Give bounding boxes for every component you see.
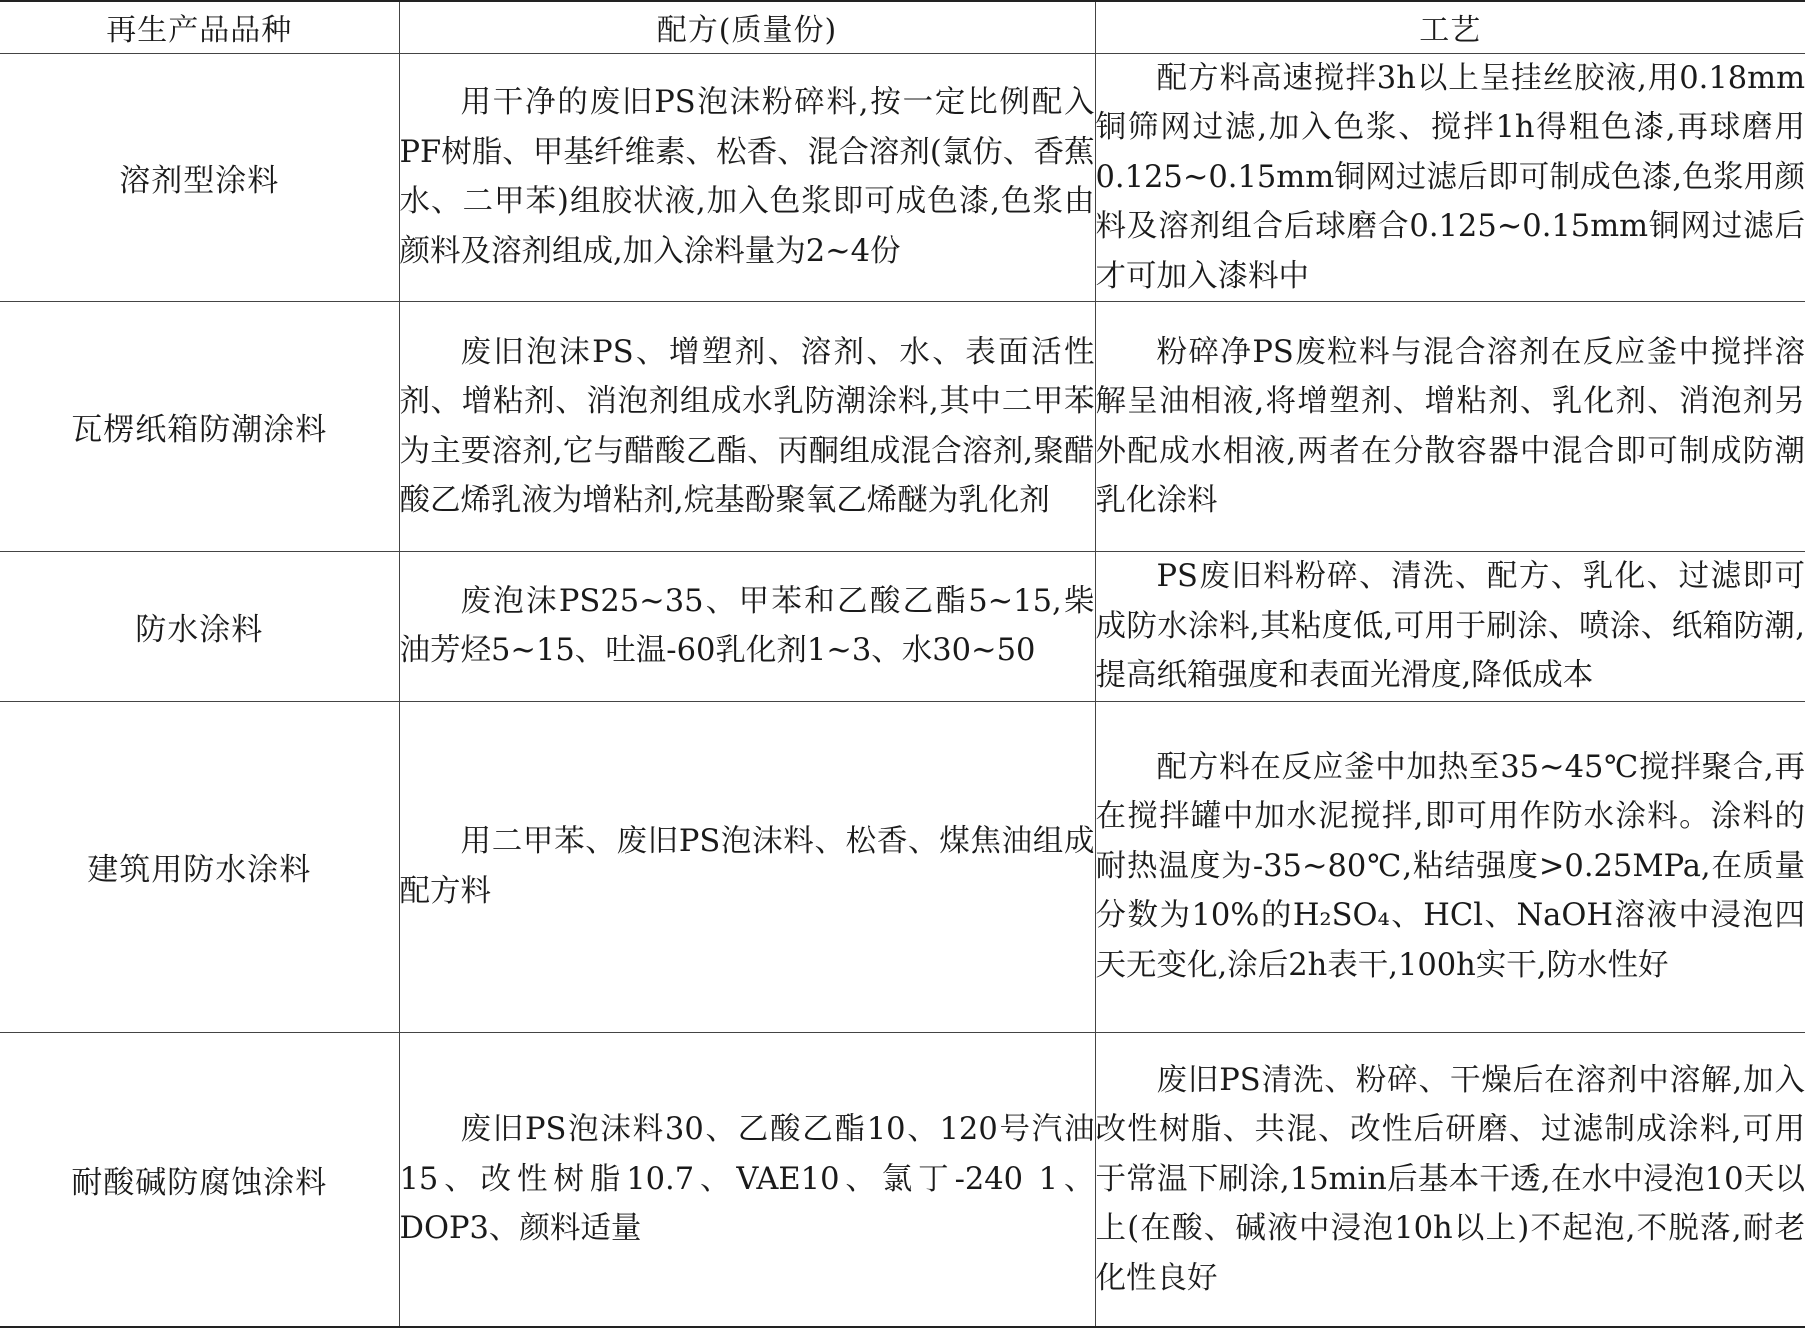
- formula-text: 废泡沫PS25~35、甲苯和乙酸乙酯5~15,柴油芳烃5~15、吐温-60乳化剂1~3、水30~50: [400, 577, 1095, 676]
- table-row: [0, 302, 1805, 552]
- table-row: [0, 53, 1805, 302]
- table-row: [0, 701, 1805, 1032]
- process-text: 粉碎净PS废粒料与混合溶剂在反应釜中搅拌溶解呈油相液,将增塑剂、增粘剂、乳化剂、消泡剂另外配成水相液,两者在分散容器中混合即可制成防潮乳化涂料: [1096, 328, 1805, 526]
- product-cell: 瓦楞纸箱防潮涂料: [0, 302, 399, 552]
- formula-cell: [399, 53, 1095, 302]
- formula-text: 用干净的废旧PS泡沫粉碎料,按一定比例配入PF树脂、甲基纤维素、松香、混合溶剂(氯仿、香蕉水、二甲苯)组胶状液,加入色浆即可成色漆,色浆由颜料及溶剂组成,加入涂料量为2~4份: [400, 78, 1095, 276]
- product-cell: 防水涂料: [0, 552, 399, 702]
- product-cell: 建筑用防水涂料: [0, 701, 399, 1032]
- process-cell: [1095, 1032, 1805, 1327]
- process-text: 配方料高速搅拌3h以上呈挂丝胶液,用0.18mm铜筛网过滤,加入色浆、搅拌1h得粗色漆,再球磨用0.125~0.15mm铜网过滤后即可制成色漆,色浆用颜料及溶剂组合后球磨合0.125~0.15mm铜网过滤后才可加入漆料中: [1096, 54, 1805, 302]
- table-row: [0, 1032, 1805, 1327]
- formula-text: 用二甲苯、废旧PS泡沫料、松香、煤焦油组成配方料: [400, 817, 1095, 916]
- process-cell: [1095, 701, 1805, 1032]
- formula-cell: [399, 302, 1095, 552]
- process-cell: [1095, 302, 1805, 552]
- header-product: 再生产品品种: [0, 1, 399, 53]
- product-cell: 耐酸碱防腐蚀涂料: [0, 1032, 399, 1327]
- formula-cell: [399, 701, 1095, 1032]
- product-cell: 溶剂型涂料: [0, 53, 399, 302]
- table-row: [0, 552, 1805, 702]
- formula-text: 废旧泡沫PS、增塑剂、溶剂、水、表面活性剂、增粘剂、消泡剂组成水乳防潮涂料,其中二甲苯为主要溶剂,它与醋酸乙酯、丙酮组成混合溶剂,聚醋酸乙烯乳液为增粘剂,烷基酚聚氧乙烯醚为乳化剂: [400, 328, 1095, 526]
- process-text: 配方料在反应釜中加热至35~45℃搅拌聚合,再在搅拌罐中加水泥搅拌,即可用作防水涂料。涂料的耐热温度为-35~80℃,粘结强度>0.25MPa,在质量分数为10%的H₂SO₄、HCl、NaOH溶液中浸泡四天无变化,涂后2h表干,100h实干,防水性好: [1096, 743, 1805, 991]
- formula-cell: [399, 552, 1095, 702]
- process-text: 废旧PS清洗、粉碎、干燥后在溶剂中溶解,加入改性树脂、共混、改性后研磨、过滤制成涂料,可用于常温下刷涂,15min后基本干透,在水中浸泡10天以上(在酸、碱液中浸泡10h以上)不起泡,不脱落,耐老化性良好: [1096, 1056, 1805, 1304]
- formula-cell: [399, 1032, 1095, 1327]
- process-cell: [1095, 53, 1805, 302]
- formula-text: 废旧PS泡沫料30、乙酸乙酯10、120号汽油15、改性树脂10.7、VAE10、氯丁-240 1、DOP3、颜料适量: [400, 1105, 1095, 1254]
- table-header-row: [0, 1, 1805, 53]
- header-formula: 配方(质量份): [399, 1, 1095, 53]
- header-process: 工艺: [1095, 1, 1805, 53]
- process-cell: [1095, 552, 1805, 702]
- process-text: PS废旧料粉碎、清洗、配方、乳化、过滤即可成防水涂料,其粘度低,可用于刷涂、喷涂、纸箱防潮,提高纸箱强度和表面光滑度,降低成本: [1096, 552, 1805, 701]
